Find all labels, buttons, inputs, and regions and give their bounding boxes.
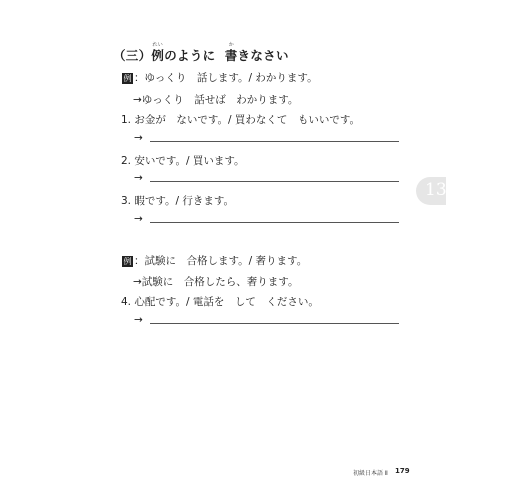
example-1-prompt: 例 ：ゆっくり 話します。/ わかります。	[123, 72, 318, 84]
page-number: 179	[395, 467, 410, 475]
example-2-answer: →試験に 合格したら、奢ります。	[133, 276, 299, 288]
question-3: 3. 暇です。/ 行きます。	[121, 195, 235, 207]
answer-line-2[interactable]	[150, 181, 399, 182]
section-heading	[113, 42, 289, 64]
example-label-badge: 例	[123, 257, 132, 266]
answer-arrow-4: →	[134, 314, 143, 326]
answer-line-1[interactable]	[150, 141, 399, 142]
ruby-ka: か	[228, 42, 235, 48]
section-marker: （三）	[113, 48, 152, 63]
question-4: 4. 心配です。/ 電話を して ください。	[121, 296, 319, 308]
answer-line-4[interactable]	[150, 323, 399, 324]
chapter-number: 13	[425, 180, 447, 200]
example-2-prompt: 例 ：試験に 合格します。/ 奢ります。	[123, 255, 308, 267]
question-2: 2. 安いです。/ 買います。	[121, 155, 245, 167]
example-label-badge: 例	[123, 74, 132, 83]
answer-arrow-1: →	[134, 132, 143, 144]
heading-text-b: きなさい	[237, 48, 289, 63]
answer-arrow-3: →	[134, 213, 143, 225]
heading-text-a: のように	[164, 48, 216, 63]
question-1: 1. お金が ないです。/ 買わなくて もいいです。	[121, 114, 361, 126]
heading-rei: れい 例	[151, 42, 165, 63]
answer-line-3[interactable]	[150, 222, 399, 223]
footer-book-title: 初級日本語 Ⅱ	[353, 470, 388, 477]
ruby-rei: れい	[152, 42, 164, 48]
example-1-answer: →ゆっくり 話せば わかります。	[133, 94, 299, 106]
answer-arrow-2: →	[134, 172, 143, 184]
heading-kaku: か 書	[224, 42, 238, 63]
